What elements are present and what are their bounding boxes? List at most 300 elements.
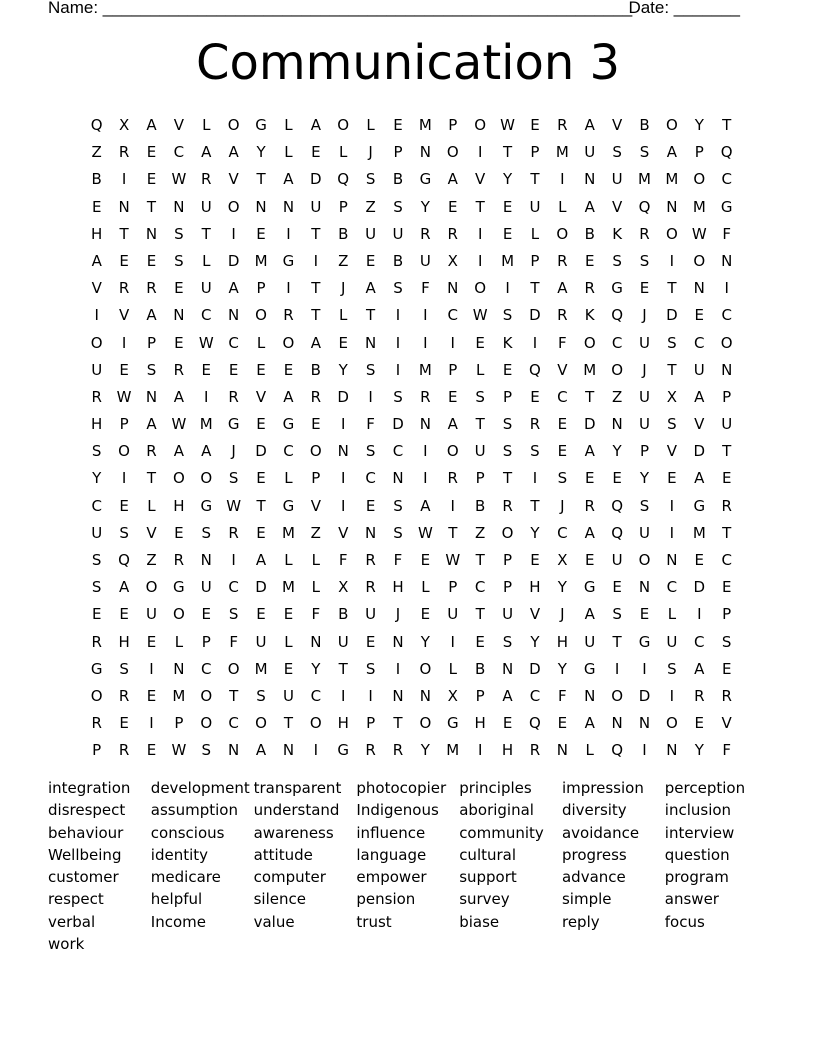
grid-letter: E: [256, 469, 266, 488]
grid-letter: E: [584, 469, 595, 488]
grid-letter: R: [228, 387, 239, 406]
grid-letter: X: [447, 251, 458, 270]
grid-letter: A: [118, 578, 130, 597]
grid-letter: T: [530, 279, 540, 298]
grid-letter: X: [557, 551, 568, 569]
grid-letter: N: [200, 551, 212, 569]
grid-letter: G: [693, 496, 706, 515]
grid-letter: N: [145, 224, 158, 243]
grid-letter: N: [392, 632, 404, 651]
grid-letter: D: [255, 442, 267, 461]
grid-letter: F: [393, 551, 403, 569]
grid-letter: R: [694, 686, 705, 705]
grid-letter: T: [311, 224, 321, 243]
grid-letter: C: [228, 578, 239, 597]
grid-letter: P: [311, 469, 321, 488]
grid-letter: L: [284, 469, 293, 488]
grid-letter: U: [91, 523, 103, 542]
grid-letter: O: [583, 333, 596, 352]
grid-letter: Z: [91, 143, 102, 162]
grid-letter: Z: [146, 551, 157, 569]
grid-letter: E: [146, 170, 157, 189]
grid-letter: R: [228, 523, 239, 542]
grid-letter: U: [474, 442, 486, 461]
grid-letter: C: [557, 523, 568, 542]
grid-letter: C: [201, 659, 212, 678]
grid-letter: N: [584, 170, 596, 189]
word-list-item: Indigenous: [356, 801, 439, 820]
grid-letter: I: [669, 251, 675, 270]
grid-letter: Y: [92, 469, 102, 488]
grid-letter: N: [501, 659, 514, 678]
grid-letter: T: [448, 523, 458, 542]
grid-letter: G: [255, 116, 267, 134]
grid-letter: T: [146, 197, 157, 216]
grid-letter: U: [584, 632, 596, 651]
grid-letter: R: [447, 469, 458, 488]
word-list-item: focus: [664, 912, 705, 931]
grid-letter: G: [611, 279, 623, 298]
grid-letter: F: [558, 686, 567, 705]
grid-letter: T: [722, 442, 732, 461]
grid-letter: B: [91, 170, 102, 189]
grid-letter: A: [447, 170, 458, 189]
grid-letter: P: [92, 741, 102, 760]
grid-letter: E: [612, 469, 622, 488]
grid-letter: R: [557, 251, 568, 270]
grid-letter: C: [201, 306, 212, 325]
grid-letter: E: [119, 251, 129, 270]
grid-letter: Y: [256, 143, 266, 162]
grid-letter: G: [90, 659, 103, 678]
grid-letter: G: [282, 251, 295, 270]
grid-letter: M: [501, 251, 515, 270]
grid-letter: C: [91, 496, 102, 515]
grid-letter: A: [584, 116, 595, 134]
grid-letter: L: [667, 605, 677, 624]
grid-letter: G: [446, 714, 459, 733]
grid-letter: L: [147, 496, 156, 515]
grid-letter: E: [584, 251, 595, 270]
grid-letter: X: [447, 686, 458, 705]
page-title: Communication 3: [195, 35, 621, 91]
grid-letter: I: [149, 659, 154, 678]
grid-letter: O: [611, 360, 624, 379]
grid-letter: V: [228, 170, 239, 189]
grid-letter: H: [173, 496, 185, 515]
grid-letter: U: [392, 224, 404, 243]
grid-letter: R: [447, 224, 458, 243]
grid-letter: B: [584, 224, 595, 243]
grid-letter: E: [256, 415, 266, 434]
grid-letter: Z: [475, 523, 486, 542]
grid-letter: R: [584, 496, 595, 515]
grid-letter: C: [173, 143, 185, 162]
grid-letter: I: [477, 741, 483, 760]
grid-letter: S: [365, 360, 376, 379]
grid-letter: O: [255, 714, 267, 733]
grid-letter: W: [171, 741, 187, 760]
grid-letter: T: [530, 496, 540, 515]
grid-letter: R: [310, 387, 322, 406]
grid-letter: N: [282, 197, 295, 216]
grid-letter: A: [420, 496, 431, 515]
grid-letter: C: [666, 578, 678, 597]
word-list-item: photocopier: [356, 779, 447, 797]
grid-letter: E: [557, 415, 568, 434]
grid-letter: T: [146, 469, 157, 488]
grid-letter: H: [337, 714, 349, 733]
grid-letter: A: [694, 659, 705, 678]
grid-letter: P: [503, 551, 513, 569]
grid-letter: N: [118, 197, 130, 216]
word-list-item: perception: [664, 779, 746, 797]
grid-letter: M: [446, 741, 460, 760]
grid-letter: N: [392, 686, 404, 705]
grid-letter: A: [255, 551, 267, 569]
grid-letter: R: [420, 224, 431, 243]
grid-letter: J: [231, 442, 236, 461]
grid-letter: E: [502, 714, 513, 733]
grid-letter: E: [557, 442, 568, 461]
word-list-item: cultural: [459, 845, 517, 864]
grid-letter: R: [365, 551, 376, 569]
grid-letter: S: [119, 659, 129, 678]
grid-letter: R: [557, 116, 568, 134]
grid-letter: E: [584, 551, 595, 569]
grid-letter: A: [694, 387, 705, 406]
grid-letter: B: [338, 224, 349, 243]
grid-letter: E: [694, 714, 705, 733]
grid-letter: P: [639, 442, 650, 461]
grid-letter: E: [91, 197, 102, 216]
grid-letter: E: [721, 659, 732, 678]
grid-letter: S: [612, 605, 622, 624]
grid-letter: I: [532, 333, 538, 352]
word-list-item: identity: [150, 845, 209, 864]
grid-letter: O: [337, 116, 350, 134]
grid-letter: E: [475, 632, 485, 651]
grid-letter: S: [91, 578, 102, 597]
grid-letter: U: [365, 224, 377, 243]
grid-letter: I: [313, 741, 319, 760]
grid-letter: P: [338, 197, 348, 216]
grid-letter: S: [557, 469, 568, 488]
grid-letter: S: [502, 442, 513, 461]
grid-letter: R: [529, 741, 541, 760]
grid-letter: I: [669, 496, 675, 515]
grid-letter: E: [639, 279, 650, 298]
word-list-item: behaviour: [48, 823, 124, 842]
grid-letter: A: [201, 442, 212, 461]
grid-letter: O: [227, 197, 240, 216]
grid-letter: C: [474, 578, 486, 597]
grid-letter: U: [693, 360, 705, 379]
grid-letter: T: [256, 496, 266, 515]
grid-letter: I: [313, 251, 319, 270]
grid-letter: K: [584, 306, 595, 325]
grid-letter: E: [201, 605, 211, 624]
grid-letter: A: [310, 116, 321, 134]
grid-letter: U: [282, 686, 294, 705]
grid-letter: Q: [611, 741, 624, 760]
grid-letter: Q: [611, 306, 624, 325]
word-list-item: survey: [459, 890, 510, 909]
grid-letter: B: [392, 251, 404, 270]
word-list-item: answer: [664, 890, 719, 909]
grid-letter: N: [611, 415, 623, 434]
grid-letter: V: [611, 197, 623, 216]
grid-letter: N: [638, 578, 651, 597]
grid-letter: F: [366, 415, 375, 434]
grid-letter: M: [665, 170, 679, 189]
grid-letter: U: [310, 197, 322, 216]
grid-letter: W: [472, 306, 488, 325]
grid-letter: O: [227, 116, 240, 134]
grid-letter: O: [611, 686, 624, 705]
grid-letter: B: [475, 496, 486, 515]
grid-letter: V: [475, 170, 486, 189]
grid-letter: O: [200, 469, 213, 488]
grid-letter: O: [118, 442, 130, 461]
grid-letter: S: [393, 496, 403, 515]
word-list-item: avoidance: [561, 823, 640, 842]
grid-letter: G: [583, 578, 596, 597]
grid-letter: N: [611, 714, 623, 733]
grid-letter: P: [475, 686, 485, 705]
grid-letter: E: [119, 360, 129, 379]
grid-letter: E: [448, 197, 458, 216]
grid-letter: F: [558, 333, 567, 352]
word-list-item: conscious: [150, 823, 225, 842]
grid-letter: E: [502, 197, 513, 216]
grid-letter: G: [200, 496, 213, 515]
grid-letter: N: [173, 197, 185, 216]
grid-letter: O: [474, 116, 487, 134]
grid-letter: R: [173, 551, 185, 569]
grid-letter: P: [694, 143, 704, 162]
grid-letter: Q: [90, 116, 103, 134]
grid-letter: B: [392, 170, 404, 189]
grid-letter: R: [118, 741, 130, 760]
grid-letter: E: [174, 279, 184, 298]
grid-letter: E: [365, 496, 376, 515]
word-list-item: helpful: [150, 890, 203, 909]
grid-letter: X: [666, 387, 678, 406]
grid-letter: U: [639, 415, 650, 434]
grid-letter: C: [721, 306, 732, 325]
grid-letter: M: [583, 360, 597, 379]
grid-letter: S: [502, 306, 513, 325]
word-list-item: advance: [561, 868, 626, 887]
grid-letter: G: [419, 170, 432, 189]
grid-letter: L: [174, 632, 184, 651]
grid-letter: R: [502, 496, 513, 515]
grid-letter: X: [118, 116, 130, 134]
grid-letter: N: [337, 442, 349, 461]
word-list-item: development: [150, 779, 250, 797]
grid-letter: H: [556, 632, 568, 651]
grid-letter: Q: [638, 197, 651, 216]
grid-letter: S: [502, 415, 513, 434]
word-list-item: Wellbeing: [48, 845, 122, 864]
grid-letter: N: [364, 523, 377, 542]
grid-letter: I: [231, 224, 236, 243]
word-list-item: principles: [459, 779, 532, 797]
word-search-grid: [83, 112, 740, 765]
grid-letter: I: [560, 170, 565, 189]
grid-letter: B: [338, 605, 349, 624]
grid-letter: T: [612, 632, 622, 651]
grid-letter: E: [502, 224, 513, 243]
grid-letter: E: [475, 333, 485, 352]
grid-letter: A: [91, 251, 102, 270]
grid-letter: O: [419, 714, 432, 733]
grid-letter: E: [338, 333, 348, 352]
grid-letter: E: [119, 496, 129, 515]
grid-letter: I: [477, 224, 483, 243]
grid-letter: G: [638, 632, 651, 651]
grid-letter: W: [171, 415, 187, 434]
grid-letter: R: [173, 360, 185, 379]
grid-letter: I: [340, 686, 346, 705]
grid-letter: D: [255, 578, 267, 597]
grid-letter: S: [502, 632, 513, 651]
grid-letter: D: [693, 578, 706, 597]
grid-letter: D: [666, 306, 678, 325]
grid-letter: G: [282, 415, 295, 434]
grid-letter: E: [721, 469, 732, 488]
grid-letter: J: [642, 306, 647, 325]
grid-letter: C: [365, 469, 376, 488]
grid-letter: E: [694, 551, 705, 569]
grid-letter: Y: [502, 170, 513, 189]
grid-letter: A: [310, 333, 321, 352]
word-list-item: empower: [356, 868, 427, 887]
grid-letter: A: [146, 116, 157, 134]
grid-letter: E: [530, 116, 540, 134]
grid-letter: K: [502, 333, 513, 352]
grid-letter: S: [639, 496, 650, 515]
grid-letter: E: [694, 306, 705, 325]
grid-letter: U: [145, 605, 157, 624]
grid-letter: M: [418, 116, 432, 134]
grid-letter: F: [722, 741, 731, 760]
grid-letter: I: [395, 333, 401, 352]
grid-letter: N: [228, 741, 240, 760]
grid-letter: D: [693, 442, 706, 461]
word-list-item: Income: [150, 912, 206, 931]
grid-letter: N: [666, 741, 678, 760]
grid-letter: O: [665, 224, 678, 243]
grid-letter: E: [146, 632, 157, 651]
grid-letter: R: [146, 442, 157, 461]
grid-letter: E: [146, 143, 157, 162]
grid-letter: L: [339, 143, 348, 162]
grid-letter: E: [365, 632, 376, 651]
grid-letter: E: [311, 143, 321, 162]
grid-letter: R: [365, 741, 376, 760]
grid-letter: I: [368, 686, 373, 705]
grid-letter: U: [91, 360, 103, 379]
grid-letter: C: [721, 551, 732, 569]
grid-letter: S: [256, 686, 266, 705]
grid-letter: N: [638, 714, 651, 733]
grid-letter: L: [202, 251, 211, 270]
grid-letter: N: [228, 306, 240, 325]
grid-letter: N: [282, 741, 295, 760]
grid-letter: E: [530, 551, 540, 569]
grid-letter: H: [529, 578, 541, 597]
grid-letter: I: [450, 632, 455, 651]
word-list-item: integration: [48, 779, 131, 797]
grid-letter: I: [423, 333, 428, 352]
grid-letter: C: [228, 714, 239, 733]
grid-letter: B: [475, 659, 486, 678]
grid-letter: I: [395, 306, 401, 325]
word-list-item: impression: [561, 779, 644, 797]
grid-letter: P: [119, 415, 129, 434]
grid-letter: S: [201, 523, 212, 542]
grid-letter: I: [286, 224, 291, 243]
grid-letter: Y: [420, 632, 430, 651]
grid-letter: C: [721, 170, 732, 189]
grid-letter: O: [200, 686, 213, 705]
grid-letter: O: [172, 469, 185, 488]
grid-letter: T: [201, 224, 211, 243]
grid-letter: R: [392, 741, 404, 760]
word-list-item: value: [253, 912, 295, 931]
grid-letter: A: [584, 714, 595, 733]
grid-letter: G: [227, 415, 240, 434]
grid-letter: N: [584, 686, 596, 705]
word-list-item: transparent: [253, 779, 342, 797]
grid-letter: L: [256, 333, 266, 352]
grid-letter: E: [283, 605, 294, 624]
grid-letter: T: [229, 686, 239, 705]
grid-letter: U: [611, 170, 623, 189]
grid-letter: W: [171, 170, 187, 189]
grid-letter: E: [174, 523, 184, 542]
grid-letter: A: [584, 523, 595, 542]
grid-letter: S: [639, 251, 650, 270]
grid-letter: S: [393, 387, 403, 406]
grid-letter: M: [555, 143, 569, 162]
grid-letter: F: [229, 632, 238, 651]
grid-letter: H: [474, 714, 486, 733]
grid-letter: N: [392, 469, 404, 488]
grid-letter: C: [694, 333, 705, 352]
grid-letter: H: [392, 578, 404, 597]
grid-letter: E: [256, 360, 266, 379]
word-list-item: trust: [356, 912, 392, 931]
grid-letter: E: [393, 116, 403, 134]
grid-letter: I: [340, 469, 346, 488]
grid-letter: E: [91, 605, 102, 624]
grid-letter: J: [560, 605, 565, 624]
grid-letter: V: [721, 714, 732, 733]
grid-letter: T: [475, 605, 485, 624]
grid-letter: S: [201, 741, 212, 760]
grid-letter: R: [283, 306, 294, 325]
word-list-item: medicare: [150, 868, 221, 887]
grid-letter: R: [91, 714, 102, 733]
grid-letter: E: [311, 415, 321, 434]
word-list-item: work: [48, 935, 85, 954]
grid-letter: A: [146, 415, 157, 434]
grid-letter: O: [474, 279, 487, 298]
grid-letter: H: [91, 415, 103, 434]
